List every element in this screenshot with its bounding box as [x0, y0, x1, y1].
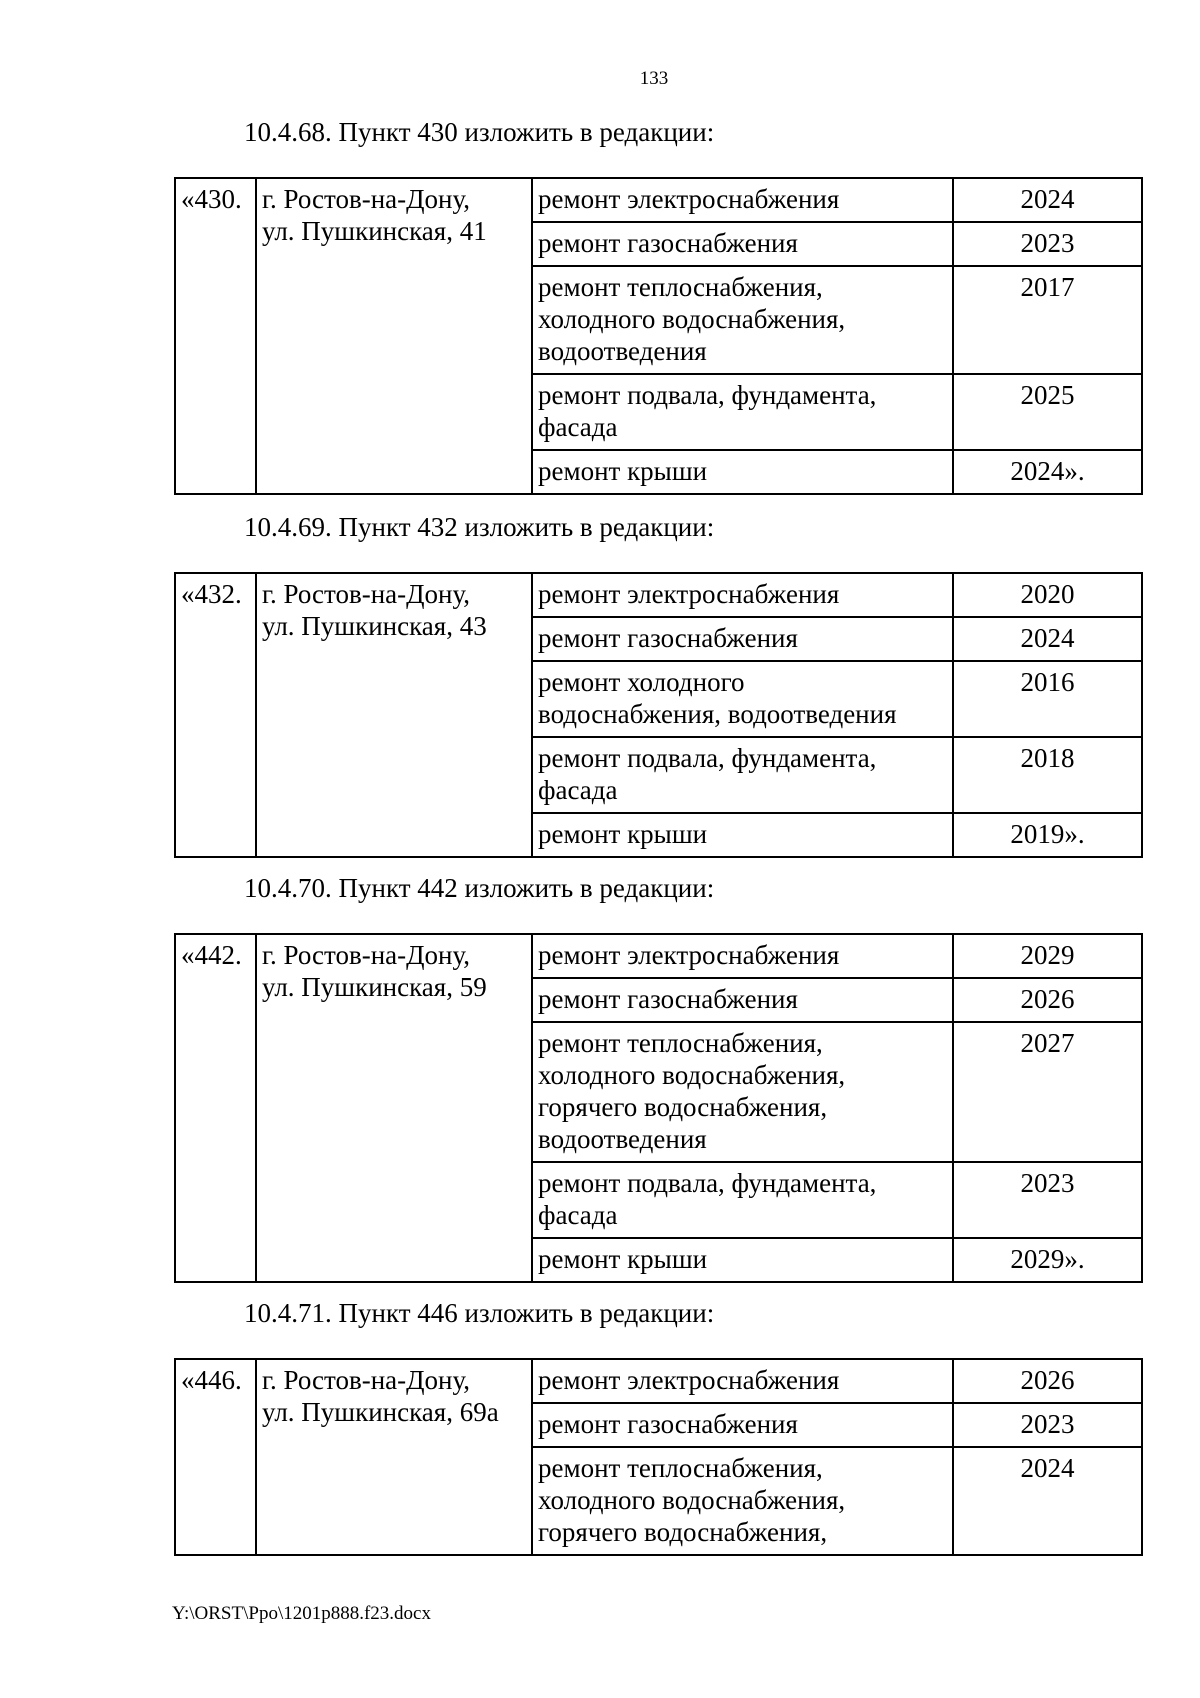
year-cell: 2026: [953, 1359, 1142, 1403]
table-row: [175, 178, 1142, 222]
year-cell: 2024: [953, 617, 1142, 661]
work-line: ремонт газоснабжения: [538, 984, 798, 1014]
year-cell: 2017: [953, 266, 1142, 374]
work-line: ремонт крыши: [538, 456, 708, 486]
work-cell: [532, 934, 953, 978]
year-cell: 2019».: [953, 813, 1142, 857]
work-line: холодного водоснабжения,: [538, 1060, 846, 1090]
work-cell: [532, 1359, 953, 1403]
work-line: ремонт газоснабжения: [538, 228, 798, 258]
year-cell: 2016: [953, 661, 1142, 737]
work-line: ремонт крыши: [538, 1244, 708, 1274]
year-cell: 2029: [953, 934, 1142, 978]
work-line: водоотведения: [538, 336, 707, 366]
amendment-table-442: [174, 933, 1143, 1283]
clause-heading-442: 10.4.70. Пункт 442 изложить в редакции:: [244, 873, 715, 903]
work-cell: [532, 573, 953, 617]
year-cell: 2026: [953, 978, 1142, 1022]
clause-heading-432: 10.4.69. Пункт 432 изложить в редакции:: [244, 512, 715, 542]
address-line: г. Ростов-на-Дону,: [262, 579, 471, 609]
work-line: ремонт подвала, фундамента,: [538, 743, 877, 773]
work-cell: [532, 1162, 953, 1238]
work-line: ремонт холодного: [538, 667, 745, 697]
work-line: фасада: [538, 412, 618, 442]
address-cell: [256, 1359, 532, 1555]
year-cell: 2024».: [953, 450, 1142, 494]
work-cell: [532, 978, 953, 1022]
year-cell: 2025: [953, 374, 1142, 450]
year-cell: 2029».: [953, 1238, 1142, 1282]
address-cell: [256, 934, 532, 1282]
year-cell: 2023: [953, 1162, 1142, 1238]
work-cell: [532, 737, 953, 813]
item-number: «446.: [175, 1359, 256, 1555]
work-cell: [532, 178, 953, 222]
work-cell: [532, 450, 953, 494]
work-cell: [532, 222, 953, 266]
work-line: ремонт электроснабжения: [538, 1365, 840, 1395]
work-cell: [532, 1403, 953, 1447]
table-row: [175, 573, 1142, 617]
work-line: фасада: [538, 1200, 618, 1230]
year-cell: 2018: [953, 737, 1142, 813]
address-line: г. Ростов-на-Дону,: [262, 184, 471, 214]
work-cell: [532, 617, 953, 661]
work-line: ремонт электроснабжения: [538, 940, 840, 970]
work-line: ремонт подвала, фундамента,: [538, 380, 877, 410]
work-line: ремонт электроснабжения: [538, 579, 840, 609]
item-number: «430.: [175, 178, 256, 494]
work-line: горячего водоснабжения,: [538, 1517, 828, 1547]
work-line: холодного водоснабжения,: [538, 304, 846, 334]
work-line: ремонт теплоснабжения,: [538, 1453, 823, 1483]
work-line: водоснабжения, водоотведения: [538, 699, 897, 729]
work-line: ремонт газоснабжения: [538, 623, 798, 653]
page-number: 133: [639, 68, 669, 89]
address-line: ул. Пушкинская, 59: [262, 972, 487, 1002]
year-cell: 2024: [953, 1447, 1142, 1555]
address-line: ул. Пушкинская, 69а: [262, 1397, 499, 1427]
address-cell: [256, 573, 532, 857]
item-number: «442.: [175, 934, 256, 1282]
table-row: [175, 934, 1142, 978]
work-cell: [532, 266, 953, 374]
work-cell: [532, 1238, 953, 1282]
work-cell: [532, 1447, 953, 1555]
work-line: ремонт теплоснабжения,: [538, 1028, 823, 1058]
item-number: «432.: [175, 573, 256, 857]
address-line: ул. Пушкинская, 43: [262, 611, 487, 641]
work-line: ремонт подвала, фундамента,: [538, 1168, 877, 1198]
footer-file-path: Y:\ORST\Ppo\1201p888.f23.docx: [172, 1603, 431, 1624]
work-line: ремонт теплоснабжения,: [538, 272, 823, 302]
clause-heading-446: 10.4.71. Пункт 446 изложить в редакции:: [244, 1298, 715, 1328]
address-line: г. Ростов-на-Дону,: [262, 1365, 471, 1395]
year-cell: 2024: [953, 178, 1142, 222]
year-cell: 2023: [953, 1403, 1142, 1447]
work-cell: [532, 1022, 953, 1162]
amendment-table-432: [174, 572, 1143, 858]
work-cell: [532, 374, 953, 450]
address-line: г. Ростов-на-Дону,: [262, 940, 471, 970]
work-line: ремонт газоснабжения: [538, 1409, 798, 1439]
table-row: [175, 1359, 1142, 1403]
work-line: ремонт крыши: [538, 819, 708, 849]
year-cell: 2023: [953, 222, 1142, 266]
work-line: горячего водоснабжения,: [538, 1092, 828, 1122]
address-cell: [256, 178, 532, 494]
year-cell: 2027: [953, 1022, 1142, 1162]
work-line: холодного водоснабжения,: [538, 1485, 846, 1515]
work-line: водоотведения: [538, 1124, 707, 1154]
work-line: ремонт электроснабжения: [538, 184, 840, 214]
work-line: фасада: [538, 775, 618, 805]
amendment-table-430: [174, 177, 1143, 495]
address-line: ул. Пушкинская, 41: [262, 216, 487, 246]
work-cell: [532, 661, 953, 737]
clause-heading-430: 10.4.68. Пункт 430 изложить в редакции:: [244, 117, 715, 147]
work-cell: [532, 813, 953, 857]
year-cell: 2020: [953, 573, 1142, 617]
amendment-table-446: [174, 1358, 1143, 1556]
